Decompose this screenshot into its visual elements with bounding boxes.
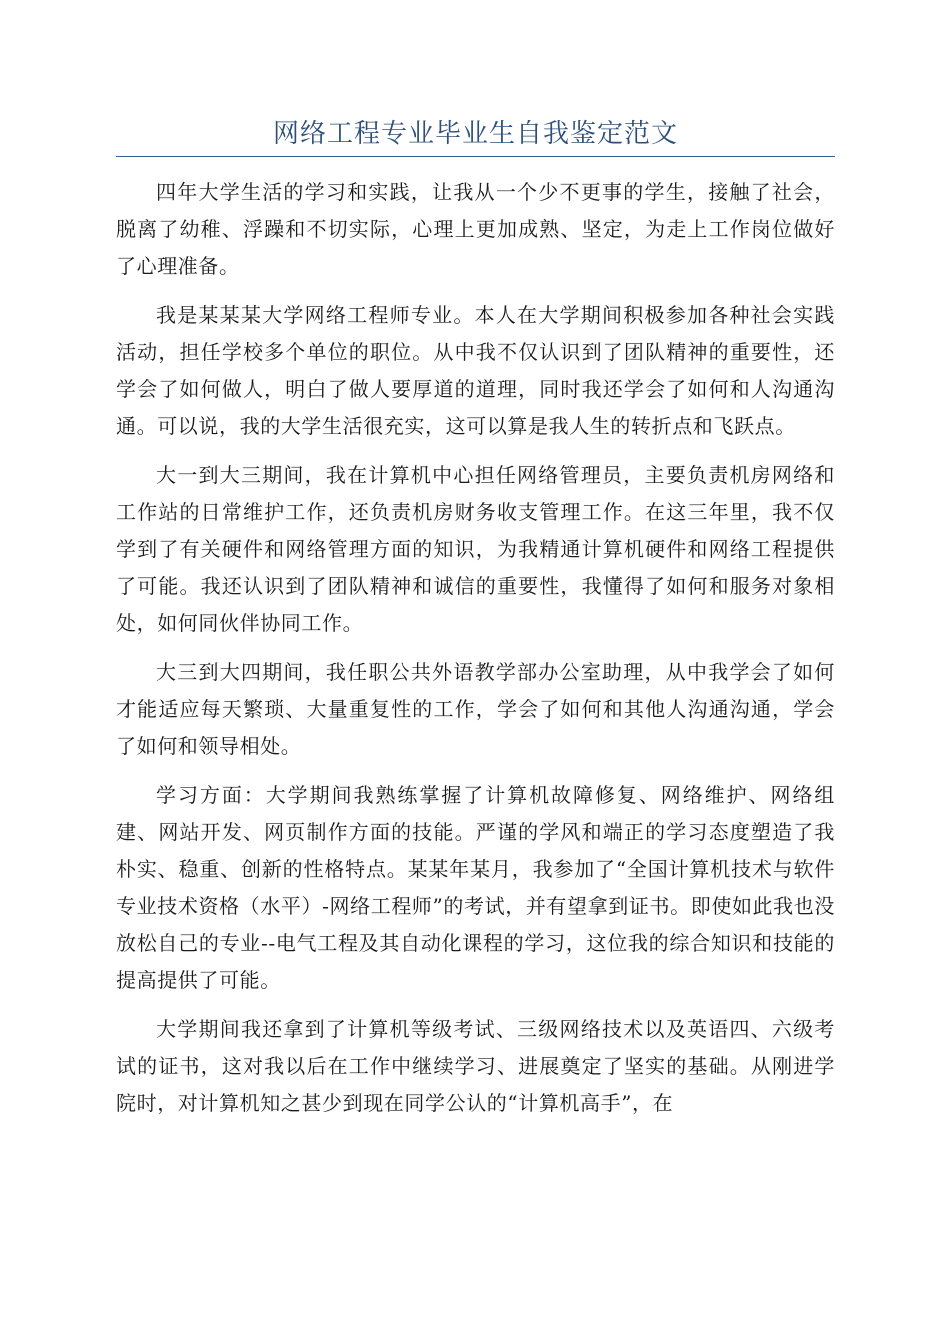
paragraph-3: 大一到大三期间，我在计算机中心担任网络管理员，主要负责机房网络和工作站的日常维护工作，还负责机房财务收支管理工作。在这三年里，我不仅学到了有关硬件和网络管理方面的知识，为我精通计算机硬件和网络工程提供了可能。我还认识到了团队精神和诚信的重要性，我懂得了如何和服务对象相处，如何同伙伴协同工作。: [116, 463, 835, 635]
paragraph-4: 大三到大四期间，我任职公共外语教学部办公室助理，从中我学会了如何才能适应每天繁琐、大量重复性的工作，学会了如何和其他人沟通沟通，学会了如何和领导相处。: [116, 660, 835, 758]
paragraph-2: 我是某某某大学网络工程师专业。本人在大学期间积极参加各种社会实践活动，担任学校多个单位的职位。从中我不仅认识到了团队精神的重要性，还学会了如何做人，明白了做人要厚道的道理，同时我还学会了如何和人沟通沟通。可以说，我的大学生活很充实，这可以算是我人生的转折点和飞跃点。: [116, 303, 835, 438]
title-bar: [116, 112, 835, 157]
paragraph-6: 大学期间我还拿到了计算机等级考试、三级网络技术以及英语四、六级考试的证书，这对我以后在工作中继续学习、进展奠定了坚实的基础。从刚进学院时，对计算机知之甚少到现在同学公认的“计算机高手”，在: [116, 1017, 835, 1115]
paragraph-1: 四年大学生活的学习和实践，让我从一个少不更事的学生，接触了社会，脱离了幼稚、浮躁和不切实际，心理上更加成熟、坚定，为走上工作岗位做好了心理准备。: [116, 180, 835, 278]
paragraph-5: 学习方面：大学期间我熟练掌握了计算机故障修复、网络维护、网络组建、网站开发、网页制作方面的技能。严谨的学风和端正的学习态度塑造了我朴实、稳重、创新的性格特点。某某年某月，我参加了“全国计算机技术与软件专业技术资格（水平）-网络工程师”的考试，并有望拿到证书。即使如此我也没放松自己的专业--电气工程及其自动化课程的学习，这位我的综合知识和技能的提高提供了可能。: [116, 783, 835, 992]
page-title: 网络工程专业毕业生自我鉴定范文: [272, 119, 678, 149]
document-body: [116, 174, 835, 1134]
